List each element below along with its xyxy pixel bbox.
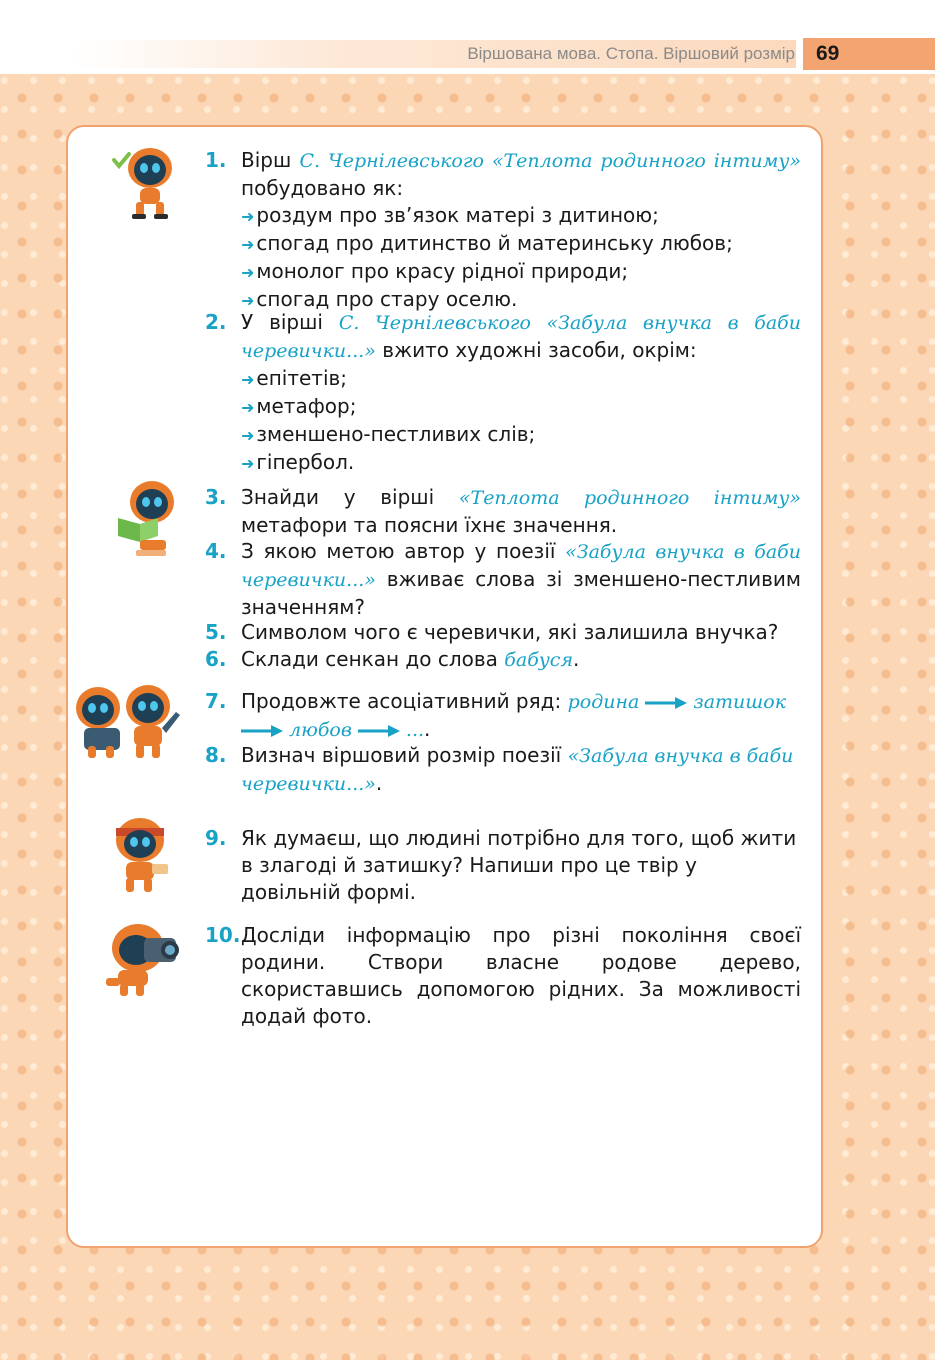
option-text: роздум про зв’язок матері з дитиною; xyxy=(256,203,659,227)
task-text: Знайди у вірші xyxy=(241,485,459,509)
task-number: 2. xyxy=(205,310,227,334)
task-text: Символом чого є черевички, які залишила внучка? xyxy=(241,620,779,644)
arrow-right-icon: ➜ xyxy=(241,291,255,310)
task-text: метафори та поясни їхнє значення. xyxy=(241,513,618,537)
answer-option xyxy=(241,365,801,393)
work-citation: «Забула внучка в баби черевички...» xyxy=(241,745,794,795)
work-citation: «Забула внучка в баби черевички...» xyxy=(241,541,801,591)
task-text: У вірші xyxy=(241,310,339,334)
task-4 xyxy=(205,538,801,621)
task-number: 3. xyxy=(205,485,227,509)
task-text: вжито художні засоби, окрім: xyxy=(375,338,697,362)
task-number: 9. xyxy=(205,826,227,850)
task-text: Продовжте асоціативний ряд: xyxy=(241,689,568,713)
chain-word: ... xyxy=(405,719,425,741)
task-10 xyxy=(205,922,801,1030)
option-text: епітетів; xyxy=(256,366,348,390)
long-arrow-icon xyxy=(645,697,687,709)
option-text: гіпербол. xyxy=(256,450,355,474)
keyword: бабуся xyxy=(504,649,574,671)
task-1 xyxy=(205,147,801,314)
robot-reading-icon xyxy=(110,478,186,560)
task-text: Визнач віршовий розмір поезії xyxy=(241,743,568,767)
answer-option xyxy=(241,230,801,258)
task-question xyxy=(241,147,801,202)
task-text: . xyxy=(573,647,580,671)
task-text: . xyxy=(424,717,431,741)
chain-word: родина xyxy=(567,691,640,713)
task-7 xyxy=(205,688,801,744)
task-question xyxy=(241,309,801,365)
task-text: вживає слова зі зменшено-пестливим значенням? xyxy=(241,567,801,619)
task-9 xyxy=(205,825,801,906)
task-text: Як думаєш, що людині потрібно для того, щоб жити в злагоді й затишку? Напиши про це твір у довільній формі. xyxy=(241,826,797,904)
robot-check-icon xyxy=(106,144,182,222)
work-citation: «Теплота родинного інтиму» xyxy=(458,487,801,509)
task-number: 8. xyxy=(205,743,227,767)
work-citation: С. Чернілевського «Теплота родинного інтиму» xyxy=(299,150,801,172)
task-text: Вірш xyxy=(241,148,300,172)
option-text: спогад про стару оселю. xyxy=(256,287,518,311)
answer-option xyxy=(241,393,801,421)
task-5 xyxy=(205,619,801,646)
work-citation: С. Чернілевського «Забула внучка в баби черевички...» xyxy=(241,312,801,362)
page-header-title: Віршована мова. Стопа. Віршовий розмір xyxy=(467,44,795,63)
page-number: 69 xyxy=(816,42,840,65)
option-text: монолог про красу рідної природи; xyxy=(256,259,629,283)
robot-pair-icon xyxy=(70,684,188,762)
arrow-right-icon: ➜ xyxy=(241,207,255,226)
answer-option xyxy=(241,421,801,449)
option-text: спогад про дитинство й материнську любов; xyxy=(256,231,733,255)
task-6 xyxy=(205,646,801,674)
arrow-right-icon: ➜ xyxy=(241,398,255,417)
chain-word: затишок xyxy=(693,691,787,713)
task-number: 7. xyxy=(205,689,227,713)
task-number: 4. xyxy=(205,539,227,563)
answer-option xyxy=(241,258,801,286)
arrow-right-icon: ➜ xyxy=(241,426,255,445)
task-text: Склади сенкан до слова xyxy=(241,647,505,671)
arrow-right-icon: ➜ xyxy=(241,454,255,473)
task-text: З якою метою автор у поезії xyxy=(241,539,566,563)
task-number: 1. xyxy=(205,148,227,172)
arrow-right-icon: ➜ xyxy=(241,235,255,254)
task-number: 5. xyxy=(205,620,227,644)
task-2 xyxy=(205,309,801,477)
task-text: . xyxy=(375,771,383,795)
option-text: метафор; xyxy=(256,394,357,418)
task-text: побудовано як: xyxy=(241,176,404,200)
arrow-right-icon: ➜ xyxy=(241,370,255,389)
answer-option xyxy=(241,202,801,230)
task-text: Досліди інформацію про різні покоління своєї родини. Створи власне родове дерево, скориставшись допомогою рідних. За можливості додай фото. xyxy=(241,923,801,1028)
chain-word: любов xyxy=(289,719,352,741)
long-arrow-icon xyxy=(241,725,283,737)
arrow-right-icon: ➜ xyxy=(241,263,255,282)
robot-camera-icon xyxy=(100,918,186,1000)
option-text: зменшено-пестливих слів; xyxy=(256,422,536,446)
task-8 xyxy=(205,742,801,798)
task-3 xyxy=(205,484,801,539)
long-arrow-icon xyxy=(358,725,400,737)
task-number: 6. xyxy=(205,647,227,671)
answer-option xyxy=(241,449,801,477)
robot-writing-icon xyxy=(104,814,180,896)
task-number: 10. xyxy=(205,923,241,947)
